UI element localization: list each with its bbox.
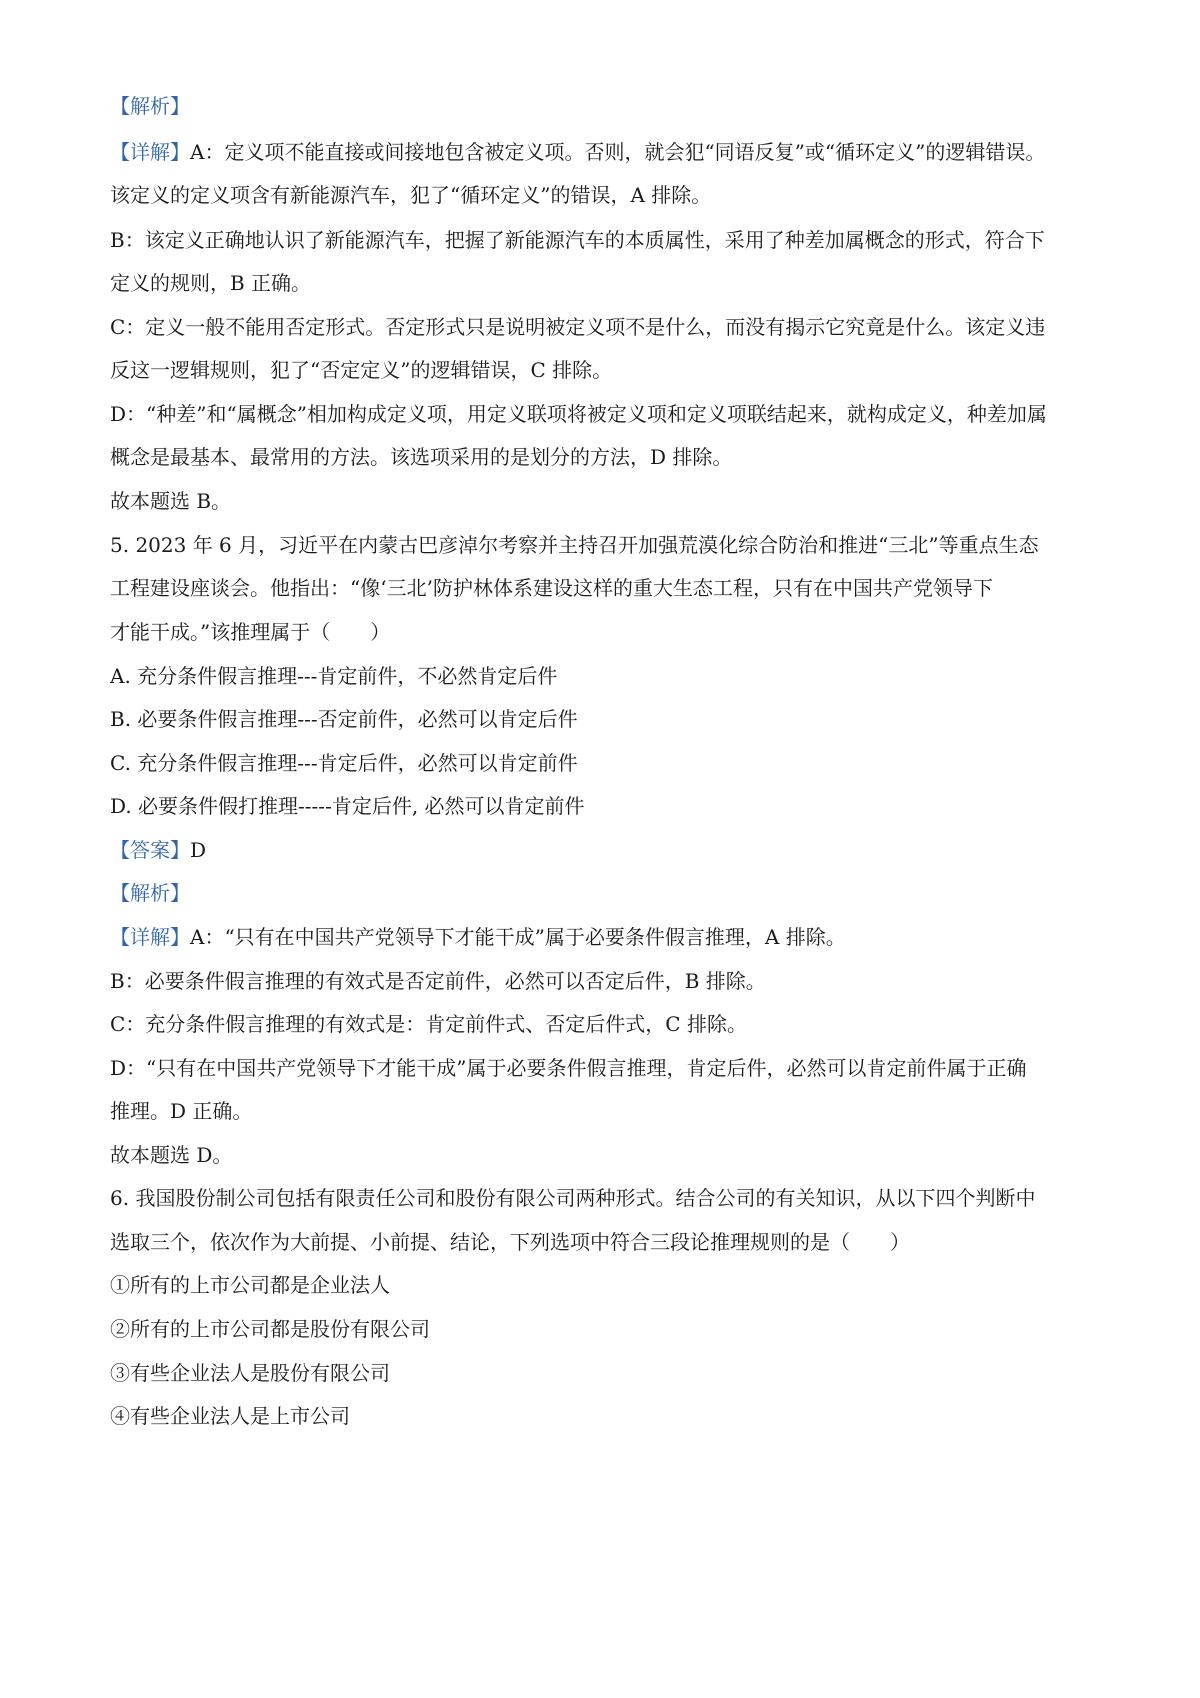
detail-paragraph-b: B：该定义正确地认识了新能源汽车，把握了新能源汽车的本质属性，采用了种差加属概念的形式，符合下 [110,228,1045,252]
text-line: 工程建设座谈会。他指出：“像‘三北’防护林体系建设这样的重大生态工程，只有在中国共产党领导下 [110,576,993,600]
judgment-item-4: ④有些企业法人是上市公司 [110,1404,350,1428]
text-line: 推理。D 正确。 [110,1099,253,1123]
detail-text: A：定义项不能直接或间接地包含被定义项。否则，就会犯“同语反复”或“循环定义”的逻辑错误。 [190,140,1046,164]
detail-text: A：“只有在中国共产党领导下才能干成”属于必要条件假言推理，A 排除。 [190,925,846,949]
conclusion-line: 故本题选 B。 [110,489,232,513]
judgment-item-2: ②所有的上市公司都是股份有限公司 [110,1317,430,1341]
answer-value: D [190,838,207,862]
answer-line [110,836,1100,864]
answer-tag: 【答案】 [110,838,190,862]
option-d: D. 必要条件假打推理-----肯定后件, 必然可以肯定前件 [110,794,585,818]
text-line: 反这一逻辑规则，犯了“否定定义”的逻辑错误，C 排除。 [110,358,613,382]
detail-paragraph-c: C：定义一般不能用否定形式。否定形式只是说明被定义项不是什么，而没有揭示它究竟是什么。该定义违 [110,315,1046,339]
detail-paragraph-b: B：必要条件假言推理的有效式是否定前件，必然可以否定后件，B 排除。 [110,969,766,993]
question-5-stem: 5. 2023 年 6 月，习近平在内蒙古巴彦淖尔考察并主持召开加强荒漠化综合防治和推进“三北”等重点生态 [110,533,1039,557]
text-line: 才能干成。”该推理属于（ ） [110,620,391,644]
detail-tag: 【详解】 [110,925,190,949]
analysis-heading: 【解析】 [110,94,190,118]
detail-paragraph-a [110,923,1100,951]
conclusion-line: 故本题选 D。 [110,1143,233,1167]
detail-paragraph-c: C：充分条件假言推理的有效式是：肯定前件式、否定后件式，C 排除。 [110,1012,747,1036]
judgment-item-1: ①所有的上市公司都是企业法人 [110,1273,390,1297]
detail-paragraph-d: D：“种差”和“属概念”相加构成定义项，用定义联项将被定义项和定义项联结起来，就构成定义，种差加属 [110,402,1047,426]
text-line: 该定义的定义项含有新能源汽车，犯了“循环定义”的错误，A 排除。 [110,183,712,207]
detail-tag: 【详解】 [110,140,190,164]
detail-paragraph-a [110,138,1100,166]
text-line: 定义的规则，B 正确。 [110,271,312,295]
option-c: C. 充分条件假言推理---肯定后件，必然可以肯定前件 [110,751,578,775]
judgment-item-3: ③有些企业法人是股份有限公司 [110,1361,390,1385]
question-6-stem: 6. 我国股份制公司包括有限责任公司和股份有限公司两种形式。结合公司的有关知识，从以下四个判断中 [110,1186,1036,1210]
option-a: A. 充分条件假言推理---肯定前件，不必然肯定后件 [110,664,558,688]
text-line: 选取三个，依次作为大前提、小前提、结论，下列选项中符合三段论推理规则的是（ ） [110,1230,910,1254]
option-b: B. 必要条件假言推理---否定前件，必然可以肯定后件 [110,707,578,731]
text-line: 概念是最基本、最常用的方法。该选项采用的是划分的方法，D 排除。 [110,445,733,469]
analysis-heading: 【解析】 [110,881,190,905]
detail-paragraph-d: D：“只有在中国共产党领导下才能干成”属于必要条件假言推理，肯定后件，必然可以肯定前件属于正确 [110,1056,1027,1080]
